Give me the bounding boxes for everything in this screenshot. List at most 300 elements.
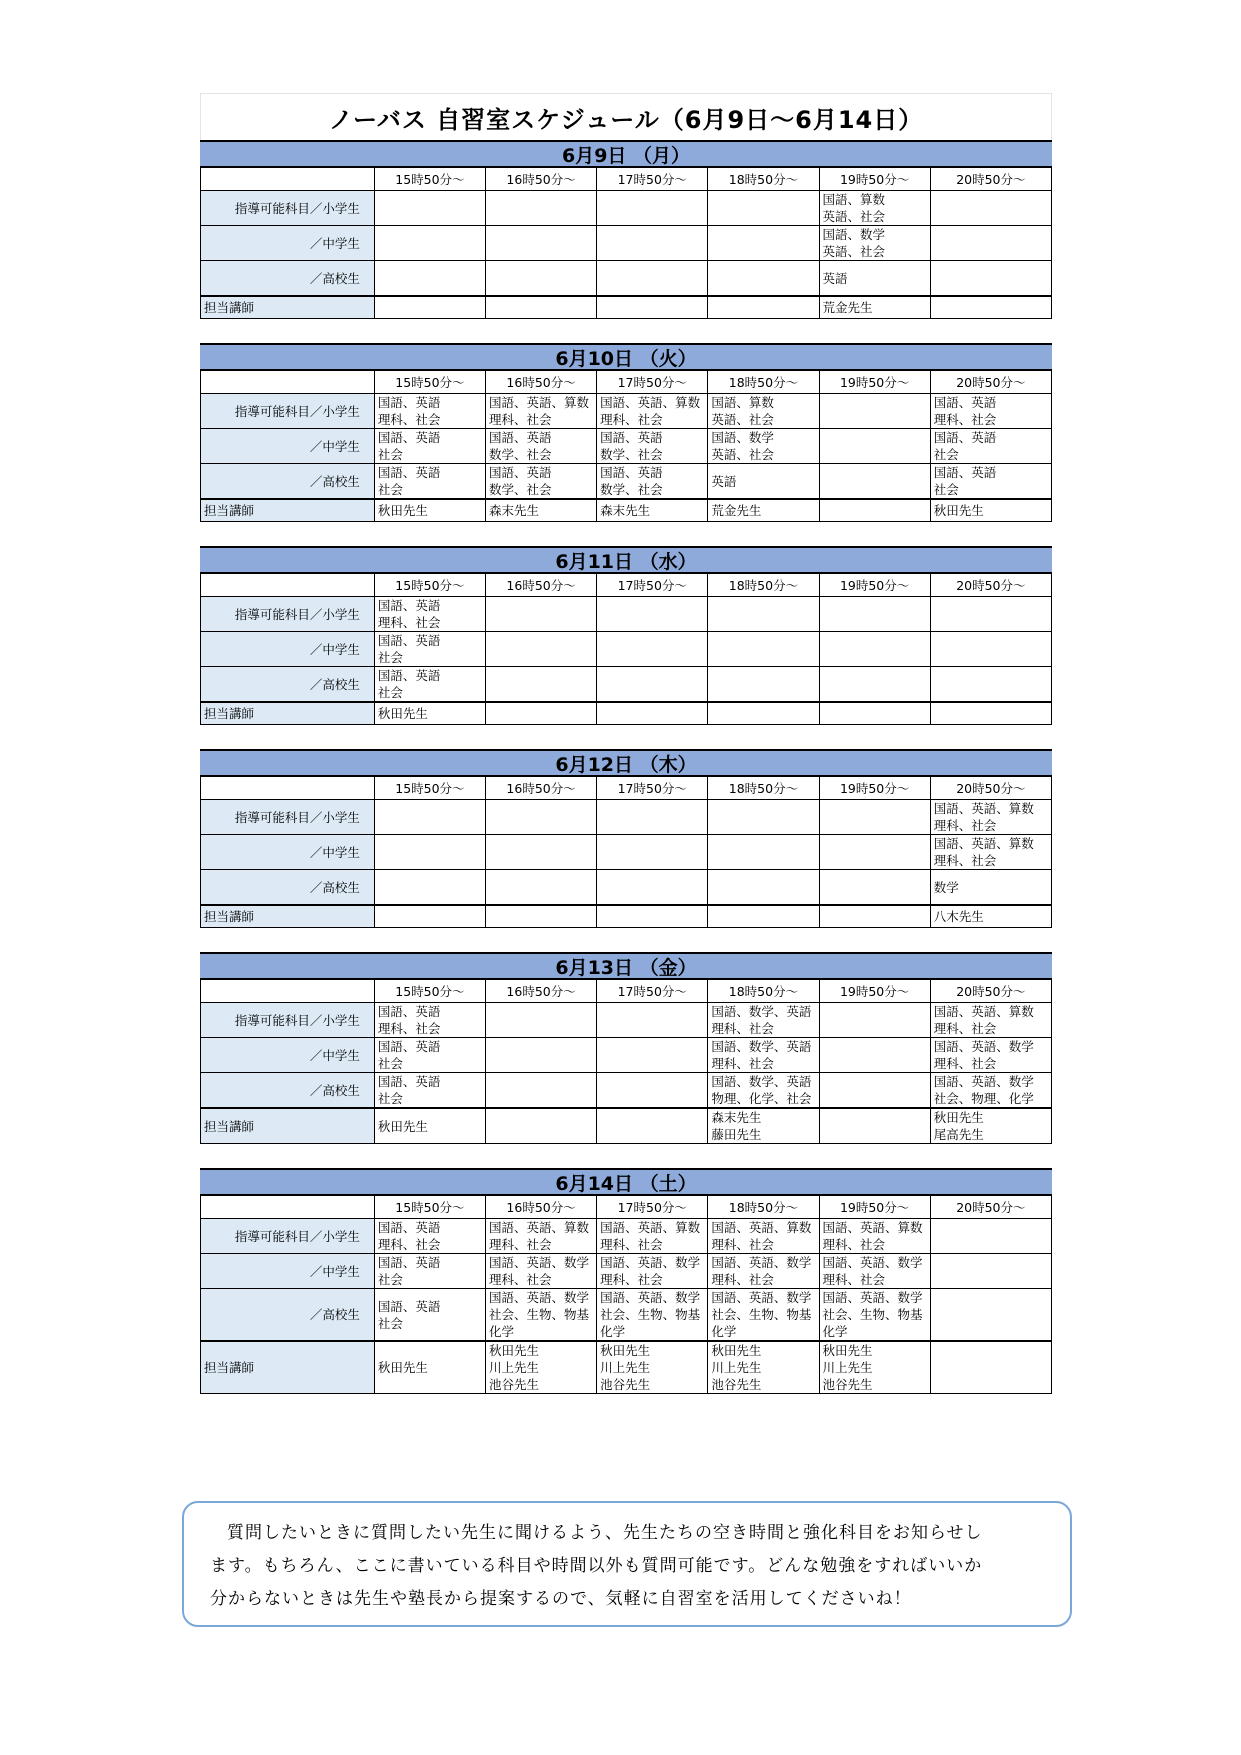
- subject-row: [201, 394, 1052, 429]
- schedule-cell: [597, 1038, 708, 1073]
- schedule-cell: [930, 1341, 1051, 1394]
- schedule-cell: [708, 464, 819, 500]
- corner-cell: [201, 168, 375, 191]
- time-slot-header: 18時50分～: [708, 574, 819, 597]
- schedule-table: [200, 776, 1052, 928]
- schedule-cell: [486, 870, 597, 906]
- teacher-row: [201, 499, 1052, 522]
- cell-text: 秋田先生: [933, 1110, 984, 1125]
- cell-text: 国語、英語、算数: [600, 395, 701, 410]
- cell-text: 国語、英語: [600, 430, 663, 445]
- cell-text: 国語、英語、数学: [600, 1255, 701, 1270]
- schedule-cell: [819, 464, 930, 500]
- schedule-cell: [708, 191, 819, 226]
- time-slot-header: 15時50分～: [374, 980, 485, 1003]
- time-header-row: [201, 1196, 1052, 1219]
- schedule-cell: [819, 1289, 930, 1342]
- cell-text: 国語、英語、算数: [933, 801, 1034, 816]
- corner-cell: [201, 980, 375, 1003]
- cell-text: 社会: [377, 650, 403, 665]
- schedule-cell: [819, 667, 930, 703]
- schedule-cell: [374, 191, 485, 226]
- cell-text: 国語、英語: [377, 395, 441, 410]
- time-header-row: [201, 574, 1052, 597]
- row-label: ／中学生: [201, 1254, 375, 1289]
- schedule-cell: [708, 261, 819, 297]
- schedule-cell: [819, 597, 930, 632]
- cell-text: 秋田先生: [377, 503, 428, 518]
- schedule-cell: [597, 464, 708, 500]
- schedule-cell: [708, 226, 819, 261]
- cell-text: 八木先生: [933, 909, 984, 924]
- subject-row: [201, 191, 1052, 226]
- day-header: 6月14日 （土）: [200, 1168, 1052, 1195]
- cell-text: 英語、社会: [822, 209, 886, 224]
- cell-text: 国語、英語、数学: [933, 1039, 1034, 1054]
- cell-text: 理科、社会: [377, 1021, 441, 1036]
- subject-row: [201, 1219, 1052, 1254]
- schedule-cell: [930, 226, 1051, 261]
- cell-text: 数学、社会: [489, 482, 552, 497]
- time-slot-header: 17時50分～: [597, 1196, 708, 1219]
- cell-text: 国語、英語: [489, 465, 552, 480]
- cell-text: 国語、英語: [933, 465, 997, 480]
- cell-text: 秋田先生: [377, 706, 428, 721]
- schedule-cell: [486, 1254, 597, 1289]
- time-slot-header: 16時50分～: [486, 371, 597, 394]
- cell-text: 国語、英語: [600, 465, 663, 480]
- schedule-cell: [708, 429, 819, 464]
- time-slot-header: 20時50分～: [930, 980, 1051, 1003]
- time-slot-header: 17時50分～: [597, 168, 708, 191]
- cell-text: 藤田先生: [711, 1127, 762, 1142]
- schedule-cell: [597, 702, 708, 725]
- time-slot-header: 15時50分～: [374, 168, 485, 191]
- time-slot-header: 20時50分～: [930, 777, 1051, 800]
- cell-text: 社会: [377, 1315, 403, 1331]
- schedule-cell: [819, 905, 930, 928]
- subject-row: [201, 800, 1052, 835]
- schedule-cell: [819, 1254, 930, 1289]
- day-section: [200, 140, 1052, 319]
- schedule-cell: [930, 800, 1051, 835]
- row-label: 指導可能科目／小学生: [201, 1219, 375, 1254]
- cell-text: 国語、英語、数学: [711, 1290, 812, 1305]
- cell-text: 国語、算数: [711, 395, 774, 410]
- row-label: 担当講師: [201, 1341, 375, 1394]
- schedule-cell: [708, 1219, 819, 1254]
- schedule-cell: [819, 261, 930, 297]
- cell-text: 数学、社会: [600, 447, 663, 462]
- cell-text: 川上先生: [822, 1360, 873, 1375]
- schedule-cell: [930, 1219, 1051, 1254]
- schedule-cell: [930, 1289, 1051, 1342]
- schedule-cell: [819, 835, 930, 870]
- schedule-cell: [819, 1073, 930, 1109]
- schedule-cell: [486, 296, 597, 319]
- cell-text: 国語、算数: [822, 192, 886, 207]
- schedule-cell: [708, 394, 819, 429]
- corner-cell: [201, 1196, 375, 1219]
- schedule-cell: [930, 296, 1051, 319]
- day-section: [200, 952, 1052, 1144]
- schedule-cell: [486, 191, 597, 226]
- schedule-cell: [486, 597, 597, 632]
- time-slot-header: 19時50分～: [819, 777, 930, 800]
- cell-text: 池谷先生: [600, 1377, 651, 1392]
- time-slot-header: 18時50分～: [708, 168, 819, 191]
- schedule-cell: [374, 905, 485, 928]
- corner-cell: [201, 371, 375, 394]
- cell-text: 池谷先生: [711, 1377, 762, 1392]
- day-section: [200, 343, 1052, 522]
- time-slot-header: 19時50分～: [819, 574, 930, 597]
- schedule-cell: [597, 296, 708, 319]
- cell-text: 池谷先生: [489, 1377, 540, 1392]
- schedule-cell: [819, 702, 930, 725]
- time-slot-header: 15時50分～: [374, 777, 485, 800]
- time-slot-header: 16時50分～: [486, 777, 597, 800]
- cell-text: 英語: [822, 270, 848, 286]
- schedule-cell: [486, 429, 597, 464]
- schedule-cell: [597, 191, 708, 226]
- schedule-cell: [374, 261, 485, 297]
- schedule-cell: [486, 667, 597, 703]
- schedule-cell: [708, 1003, 819, 1038]
- row-label: 指導可能科目／小学生: [201, 800, 375, 835]
- time-header-row: [201, 371, 1052, 394]
- schedule-cell: [597, 800, 708, 835]
- schedule-cell: [597, 1289, 708, 1342]
- cell-text: 国語、英語: [377, 465, 441, 480]
- cell-text: 国語、英語、数学: [933, 1074, 1034, 1089]
- corner-cell: [201, 574, 375, 597]
- cell-text: 理科、社会: [489, 412, 552, 427]
- time-header-row: [201, 980, 1052, 1003]
- cell-text: 秋田先生: [377, 1360, 428, 1375]
- row-label: 担当講師: [201, 1108, 375, 1144]
- row-label: ／中学生: [201, 226, 375, 261]
- subject-row: [201, 226, 1052, 261]
- cell-text: 理科、社会: [489, 1237, 552, 1252]
- cell-text: 国語、英語: [489, 430, 552, 445]
- schedule-table: [200, 1195, 1052, 1394]
- schedule-cell: [486, 226, 597, 261]
- schedule-cell: [374, 1254, 485, 1289]
- cell-text: 秋田先生: [489, 1343, 540, 1358]
- cell-text: 社会: [377, 1056, 403, 1071]
- time-slot-header: 20時50分～: [930, 574, 1051, 597]
- cell-text: 理科、社会: [933, 412, 997, 427]
- cell-text: 秋田先生: [822, 1343, 873, 1358]
- cell-text: 国語、英語: [377, 633, 441, 648]
- schedule-sheet: [200, 93, 1052, 1418]
- cell-text: 理科、社会: [377, 1237, 441, 1252]
- cell-text: 社会: [933, 482, 959, 497]
- schedule-cell: [708, 1038, 819, 1073]
- schedule-cell: [597, 1219, 708, 1254]
- subject-row: [201, 1003, 1052, 1038]
- cell-text: 社会: [377, 685, 403, 700]
- cell-text: 理科、社会: [933, 1021, 997, 1036]
- schedule-cell: [930, 429, 1051, 464]
- schedule-cell: [486, 800, 597, 835]
- cell-text: 化学: [600, 1324, 626, 1339]
- day-header: 6月12日 （木）: [200, 749, 1052, 776]
- schedule-cell: [819, 1341, 930, 1394]
- schedule-cell: [708, 667, 819, 703]
- schedule-cell: [597, 835, 708, 870]
- cell-text: 国語、英語: [377, 1039, 441, 1054]
- cell-text: 理科、社会: [600, 1237, 663, 1252]
- cell-text: 社会: [377, 482, 403, 497]
- schedule-cell: [597, 394, 708, 429]
- schedule-cell: [374, 667, 485, 703]
- day-section: [200, 1168, 1052, 1394]
- row-label: ／高校生: [201, 870, 375, 906]
- subject-row: [201, 429, 1052, 464]
- subject-row: [201, 632, 1052, 667]
- teacher-row: [201, 296, 1052, 319]
- cell-text: 理科、社会: [600, 412, 663, 427]
- cell-text: 川上先生: [711, 1360, 762, 1375]
- cell-text: 理科、社会: [933, 853, 997, 868]
- cell-text: 化学: [489, 1324, 515, 1339]
- cell-text: 池谷先生: [822, 1377, 873, 1392]
- schedule-cell: [597, 1073, 708, 1109]
- schedule-cell: [930, 1254, 1051, 1289]
- cell-text: 物理、化学、社会: [711, 1091, 812, 1106]
- day-list: [200, 140, 1052, 1394]
- teacher-row: [201, 702, 1052, 725]
- schedule-cell: [708, 1289, 819, 1342]
- schedule-cell: [597, 1254, 708, 1289]
- schedule-cell: [597, 226, 708, 261]
- schedule-cell: [486, 261, 597, 297]
- schedule-cell: [486, 1341, 597, 1394]
- schedule-cell: [930, 835, 1051, 870]
- cell-text: 森末先生: [489, 503, 540, 518]
- schedule-cell: [597, 261, 708, 297]
- cell-text: 理科、社会: [711, 1272, 774, 1287]
- schedule-cell: [486, 1073, 597, 1109]
- schedule-cell: [374, 429, 485, 464]
- schedule-cell: [930, 667, 1051, 703]
- schedule-cell: [374, 1341, 485, 1394]
- row-label: ／高校生: [201, 1289, 375, 1342]
- schedule-cell: [374, 226, 485, 261]
- schedule-cell: [708, 702, 819, 725]
- schedule-cell: [374, 1289, 485, 1342]
- schedule-cell: [708, 597, 819, 632]
- schedule-cell: [597, 597, 708, 632]
- subject-row: [201, 261, 1052, 297]
- cell-text: 国語、英語、数学: [489, 1255, 590, 1270]
- schedule-cell: [486, 1219, 597, 1254]
- day-section: [200, 749, 1052, 928]
- schedule-cell: [930, 1108, 1051, 1144]
- cell-text: 化学: [822, 1324, 848, 1339]
- time-slot-header: 15時50分～: [374, 1196, 485, 1219]
- time-slot-header: 17時50分～: [597, 371, 708, 394]
- schedule-cell: [819, 870, 930, 906]
- schedule-cell: [819, 296, 930, 319]
- cell-text: 国語、数学、英語: [711, 1039, 812, 1054]
- time-slot-header: 16時50分～: [486, 1196, 597, 1219]
- time-slot-header: 16時50分～: [486, 980, 597, 1003]
- row-label: ／中学生: [201, 429, 375, 464]
- schedule-cell: [486, 702, 597, 725]
- cell-text: 国語、英語、数学: [489, 1290, 590, 1305]
- time-slot-header: 17時50分～: [597, 777, 708, 800]
- time-slot-header: 15時50分～: [374, 574, 485, 597]
- time-slot-header: 17時50分～: [597, 980, 708, 1003]
- schedule-cell: [708, 905, 819, 928]
- cell-text: 社会、生物、物基: [600, 1307, 701, 1322]
- schedule-cell: [486, 394, 597, 429]
- cell-text: 国語、英語: [377, 1255, 441, 1270]
- schedule-cell: [374, 1073, 485, 1109]
- cell-text: 国語、英語: [377, 1004, 441, 1019]
- schedule-cell: [930, 702, 1051, 725]
- row-label: 担当講師: [201, 905, 375, 928]
- row-label: ／高校生: [201, 464, 375, 500]
- cell-text: 英語、社会: [711, 412, 774, 427]
- schedule-cell: [708, 296, 819, 319]
- cell-text: 国語、英語: [933, 395, 997, 410]
- cell-text: 理科、社会: [822, 1237, 886, 1252]
- teacher-row: [201, 1108, 1052, 1144]
- teacher-row: [201, 905, 1052, 928]
- cell-text: 国語、英語、算数: [711, 1220, 812, 1235]
- schedule-cell: [374, 1108, 485, 1144]
- cell-text: 川上先生: [489, 1360, 540, 1375]
- cell-text: 国語、英語: [377, 1074, 441, 1089]
- schedule-cell: [819, 394, 930, 429]
- cell-text: 国語、英語、数学: [600, 1290, 701, 1305]
- schedule-cell: [486, 499, 597, 522]
- schedule-cell: [708, 1108, 819, 1144]
- schedule-table: [200, 370, 1052, 522]
- cell-text: 英語、社会: [822, 244, 886, 259]
- cell-text: 国語、英語、数学: [822, 1255, 923, 1270]
- schedule-table: [200, 167, 1052, 319]
- cell-text: 数学、社会: [600, 482, 663, 497]
- day-header: 6月10日 （火）: [200, 343, 1052, 370]
- schedule-cell: [374, 597, 485, 632]
- cell-text: 社会: [933, 447, 959, 462]
- schedule-cell: [930, 394, 1051, 429]
- schedule-cell: [708, 632, 819, 667]
- subject-row: [201, 1073, 1052, 1109]
- cell-text: 荒金先生: [711, 503, 762, 518]
- schedule-cell: [819, 191, 930, 226]
- schedule-cell: [708, 835, 819, 870]
- cell-text: 数学、社会: [489, 447, 552, 462]
- schedule-table: [200, 979, 1052, 1144]
- cell-text: 社会、生物、物基: [822, 1307, 923, 1322]
- schedule-cell: [374, 296, 485, 319]
- notice-box: [182, 1501, 1072, 1627]
- row-label: ／高校生: [201, 667, 375, 703]
- schedule-cell: [819, 1219, 930, 1254]
- cell-text: 英語: [711, 473, 737, 489]
- schedule-cell: [374, 1003, 485, 1038]
- time-header-row: [201, 777, 1052, 800]
- schedule-cell: [930, 1003, 1051, 1038]
- time-slot-header: 18時50分～: [708, 1196, 819, 1219]
- notice-line: ます。もちろん、ここに書いている科目や時間以外も質問可能です。どんな勉強をすればいいか: [210, 1556, 983, 1576]
- schedule-cell: [486, 1038, 597, 1073]
- cell-text: 数学: [933, 879, 959, 895]
- cell-text: 社会、生物、物基: [711, 1307, 812, 1322]
- notice-line: 質問したいときに質問したい先生に聞けるよう、先生たちの空き時間と強化科目をお知らせし: [227, 1523, 983, 1543]
- schedule-cell: [374, 870, 485, 906]
- cell-text: 国語、数学、英語: [711, 1004, 812, 1019]
- schedule-cell: [486, 632, 597, 667]
- cell-text: 秋田先生: [600, 1343, 651, 1358]
- schedule-cell: [374, 394, 485, 429]
- schedule-cell: [819, 1038, 930, 1073]
- cell-text: 社会、物理、化学: [933, 1091, 1034, 1106]
- cell-text: 国語、英語、数学: [822, 1290, 923, 1305]
- time-slot-header: 16時50分～: [486, 574, 597, 597]
- schedule-cell: [486, 1003, 597, 1038]
- time-slot-header: 19時50分～: [819, 980, 930, 1003]
- schedule-cell: [819, 800, 930, 835]
- row-label: ／中学生: [201, 1038, 375, 1073]
- time-slot-header: 16時50分～: [486, 168, 597, 191]
- schedule-cell: [819, 499, 930, 522]
- row-label: ／中学生: [201, 835, 375, 870]
- day-header: 6月13日 （金）: [200, 952, 1052, 979]
- row-label: ／高校生: [201, 261, 375, 297]
- teacher-row: [201, 1341, 1052, 1394]
- cell-text: 国語、英語、算数: [822, 1220, 923, 1235]
- subject-row: [201, 1289, 1052, 1342]
- cell-text: 国語、数学、英語: [711, 1074, 812, 1089]
- cell-text: 国語、英語: [377, 1298, 441, 1314]
- schedule-cell: [597, 905, 708, 928]
- day-header: 6月11日 （水）: [200, 546, 1052, 573]
- subject-row: [201, 464, 1052, 500]
- time-slot-header: 20時50分～: [930, 371, 1051, 394]
- time-slot-header: 15時50分～: [374, 371, 485, 394]
- subject-row: [201, 667, 1052, 703]
- cell-text: 荒金先生: [822, 300, 873, 315]
- cell-text: 国語、英語: [377, 668, 441, 683]
- schedule-cell: [930, 1038, 1051, 1073]
- cell-text: 国語、英語、算数: [933, 1004, 1034, 1019]
- time-header-row: [201, 168, 1052, 191]
- time-slot-header: 19時50分～: [819, 168, 930, 191]
- notice-line: 分からないときは先生や塾長から提案するので、気軽に自習室を活用してくださいね！: [210, 1589, 912, 1609]
- cell-text: 理科、社会: [600, 1272, 663, 1287]
- cell-text: 理科、社会: [377, 615, 441, 630]
- cell-text: 国語、数学: [822, 227, 886, 242]
- day-header: 6月9日 （月）: [200, 140, 1052, 167]
- schedule-cell: [930, 499, 1051, 522]
- schedule-table: [200, 573, 1052, 725]
- schedule-cell: [597, 667, 708, 703]
- cell-text: 川上先生: [600, 1360, 651, 1375]
- schedule-cell: [819, 1003, 930, 1038]
- cell-text: 秋田先生: [933, 503, 984, 518]
- schedule-cell: [930, 464, 1051, 500]
- schedule-cell: [374, 1038, 485, 1073]
- schedule-cell: [708, 800, 819, 835]
- cell-text: 化学: [711, 1324, 737, 1339]
